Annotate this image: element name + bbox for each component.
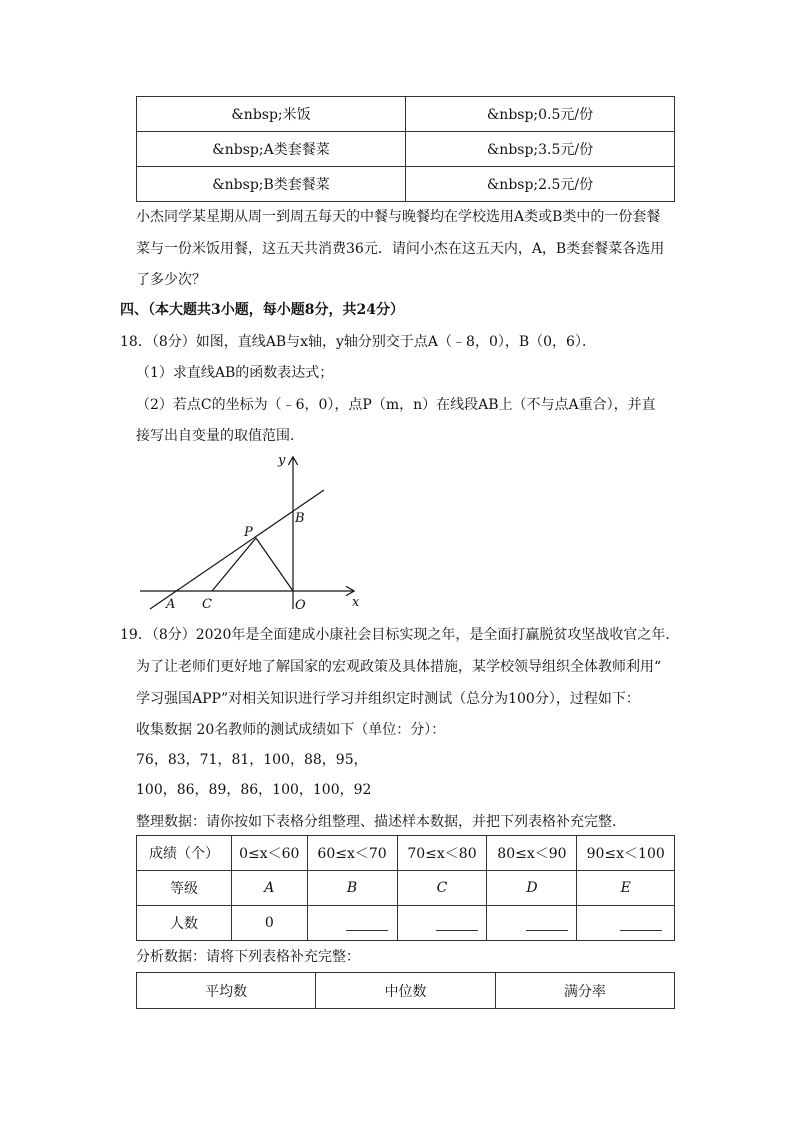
- p18-part2-line1: （2）若点C的坐标为（﹣6，0），点P（m，n）在线段AB上（不与点A重合），并直: [136, 397, 656, 413]
- p17-line1: 小杰同学某星期从周一到周五每天的中餐与晚餐均在学校选用A类或B类中的一份套餐: [136, 209, 661, 225]
- p19-data2: 100，86，89，86，100，100，92: [136, 782, 372, 798]
- level-a: A: [232, 871, 308, 906]
- p17-line2: 菜与一份米饭用餐，这五天共消费36元．请问小杰在这五天内，A，B类套餐菜各选用: [136, 241, 665, 257]
- count-e-blank[interactable]: [577, 906, 675, 941]
- table-row: [137, 906, 675, 941]
- price-value-b: &nbsp;2.5元/份: [406, 167, 675, 202]
- grade-header-0: 成绩（个）: [137, 836, 232, 871]
- price-item-b: &nbsp;B类套餐菜: [137, 167, 406, 202]
- grade-header-1: 0≤x＜60: [232, 836, 308, 871]
- segment-po: [256, 538, 293, 591]
- grade-header-2: 60≤x＜70: [307, 836, 397, 871]
- table-row: [137, 132, 675, 167]
- grade-header-4: 80≤x＜90: [487, 836, 577, 871]
- p19-line3: 学习强国APP”对相关知识进行学习并组织定时测试（总分为100分），过程如下：: [136, 691, 640, 707]
- count-b-blank[interactable]: [307, 906, 397, 941]
- label-o: O: [295, 598, 306, 613]
- label-b: B: [295, 511, 305, 526]
- analysis-header-mean: 平均数: [137, 973, 316, 1009]
- analysis-header-median: 中位数: [316, 973, 495, 1009]
- price-item-a: &nbsp;A类套餐菜: [137, 132, 406, 167]
- p19-line4: 收集数据 20名教师的测试成绩如下（单位：分）：: [136, 722, 446, 738]
- label-c: C: [202, 597, 212, 612]
- price-item-rice: &nbsp;米饭: [137, 97, 406, 132]
- p18-stem: 18．（8分）如图，直线AB与x轴，y轴分别交于点A（﹣8，0），B（0，6）．: [120, 334, 596, 350]
- p19-organize: 整理数据：请你按如下表格分组整理、描述样本数据，并把下列表格补充完整．: [136, 814, 626, 830]
- count-a: 0: [232, 906, 308, 941]
- label-y: y: [278, 453, 286, 468]
- label-p: P: [244, 525, 253, 540]
- table-row: [137, 167, 675, 202]
- grade-header-3: 70≤x＜80: [397, 836, 487, 871]
- label-a: A: [166, 597, 176, 612]
- p18-part2-line2: 接写出自变量的取值范围．: [136, 428, 304, 444]
- count-d-blank[interactable]: [487, 906, 577, 941]
- p18-part1: （1）求直线AB的函数表达式；: [136, 365, 334, 381]
- price-value-rice: &nbsp;0.5元/份: [406, 97, 675, 132]
- table-row: [137, 97, 675, 132]
- p19-data1: 76，83，71，81，100，88，95，: [136, 752, 368, 768]
- analysis-header-fullrate: 满分率: [495, 973, 674, 1009]
- coordinate-figure: [138, 450, 368, 615]
- p19-analysis: 分析数据：请将下列表格补充完整：: [136, 949, 360, 965]
- price-value-a: &nbsp;3.5元/份: [406, 132, 675, 167]
- level-e: E: [577, 871, 675, 906]
- level-b: B: [307, 871, 397, 906]
- p17-line3: 了多少次？: [136, 272, 206, 288]
- count-label: 人数: [137, 906, 232, 941]
- segment-cp: [212, 538, 256, 591]
- price-table: [136, 96, 675, 202]
- table-row: [137, 871, 675, 906]
- label-x: x: [352, 595, 360, 610]
- p19-line1: 19．（8分）2020年是全面建成小康社会目标实现之年，是全面打赢脱贫攻坚战收官之年．: [120, 627, 680, 643]
- grade-table: [136, 835, 675, 941]
- section-heading: 四、（本大题共3小题，每小题8分，共24分）: [120, 302, 404, 318]
- table-row: [137, 836, 675, 871]
- level-c: C: [397, 871, 487, 906]
- level-label: 等级: [137, 871, 232, 906]
- count-c-blank[interactable]: [397, 906, 487, 941]
- p19-line2: 为了让老师们更好地了解国家的宏观政策及具体措施，某学校领导组织全体教师利用“: [136, 659, 662, 675]
- level-d: D: [487, 871, 577, 906]
- table-row: [137, 973, 675, 1009]
- grade-header-5: 90≤x＜100: [577, 836, 675, 871]
- analysis-table: [136, 972, 675, 1009]
